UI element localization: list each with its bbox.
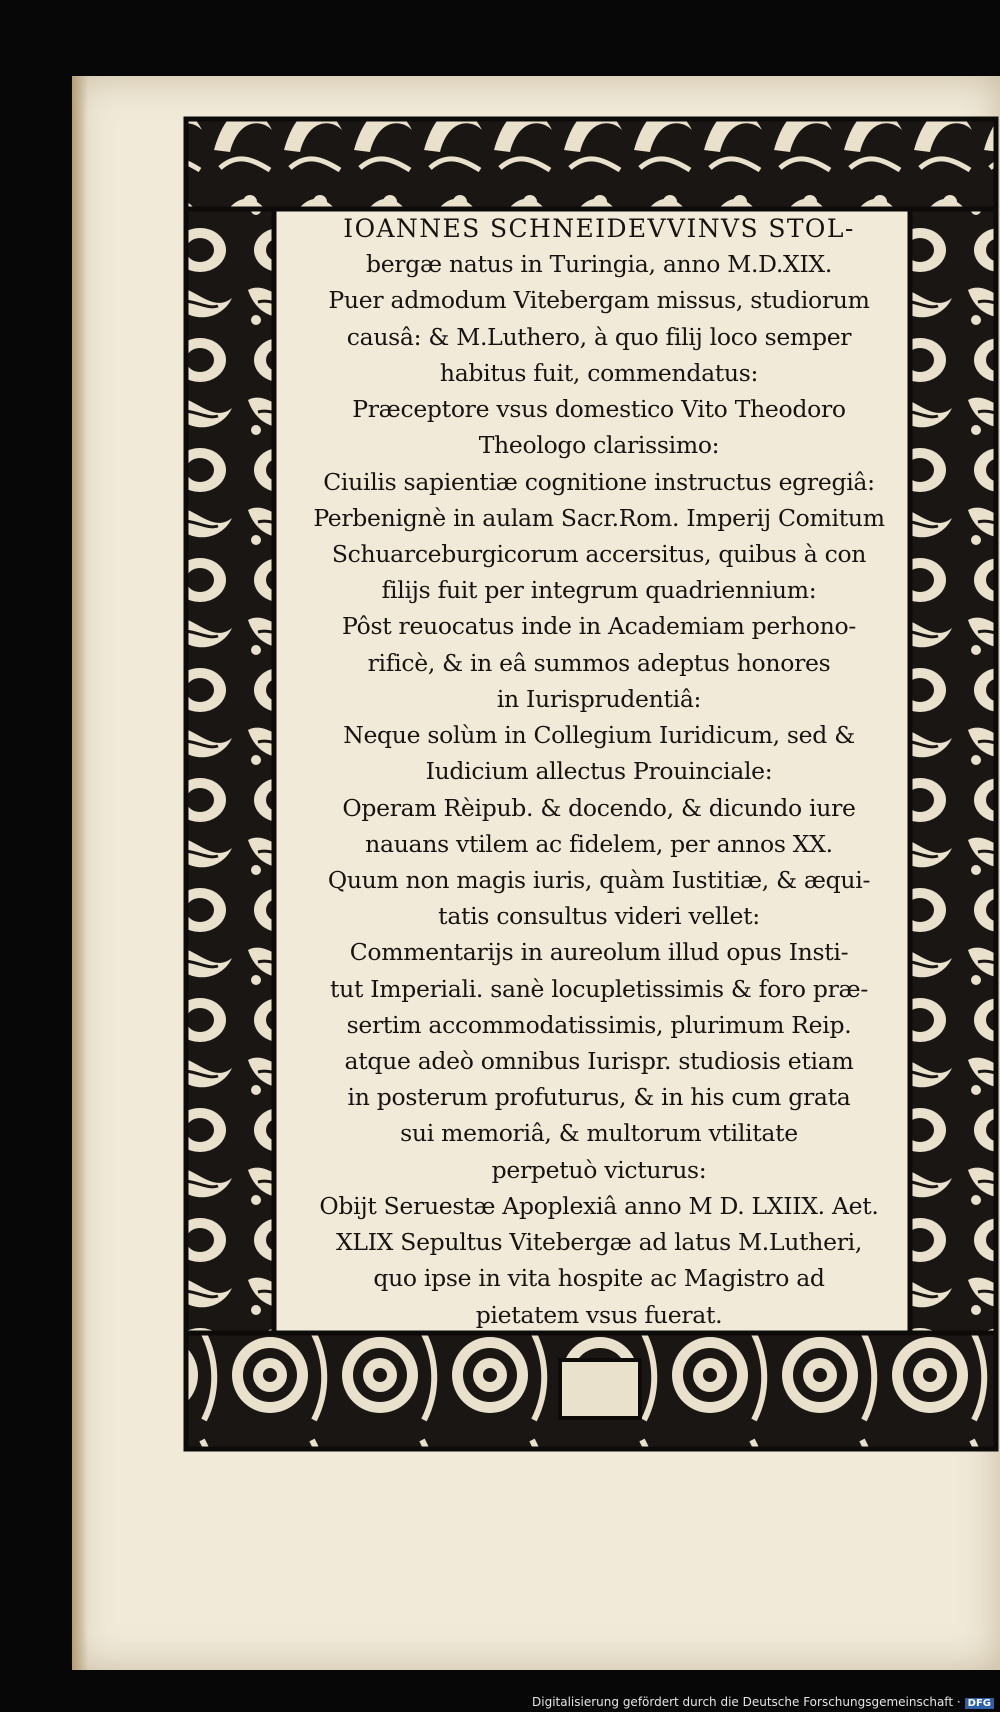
text-line: Operam Rèipub. & docendo, & dicundo iure xyxy=(342,793,856,822)
text-line: rificè, & in eâ summos adeptus honores xyxy=(367,648,831,677)
text-line: Ciuilis sapientiæ cognitione instructus egregiâ: xyxy=(323,467,875,496)
text-line: bergæ natus in Turingia, anno M.D.XIX. xyxy=(365,250,833,279)
text-line: in posterum profuturus, & in his cum grata xyxy=(347,1083,851,1112)
digitization-credit xyxy=(532,1695,994,1709)
text-line: atque adeò omnibus Iurispr. studiosis etiam xyxy=(344,1047,854,1076)
text-line: filijs fuit per integrum quadriennium: xyxy=(381,576,817,605)
text-line: in Iurisprudentiâ: xyxy=(496,684,702,713)
text-line: Præceptore vsus domestico Vito Theodoro xyxy=(352,395,846,424)
credit-text: Digitalisierung gefördert durch die Deutsche Forschungsgemeinschaft · xyxy=(532,1695,961,1709)
text-line: XLIX Sepultus Vitebergæ ad latus M.Lutheri, xyxy=(335,1228,863,1257)
text-line: sertim accommodatissimis, plurimum Reip. xyxy=(346,1010,852,1039)
text-line: pietatem vsus fuerat. xyxy=(475,1300,723,1329)
text-line: Neque solùm in Collegium Iuridicum, sed & xyxy=(343,721,855,750)
text-line: tut Imperiali. sanè locupletissimis & foro præ- xyxy=(330,974,868,1003)
text-line: perpetuò victurus: xyxy=(491,1155,707,1184)
text-line: Obijt Seruestæ Apoplexiâ anno M D. LXIIX. Aet. xyxy=(319,1191,879,1220)
dfg-logo: DFG xyxy=(965,1698,994,1709)
text-line: causâ: & M.Luthero, à quo filij loco semper xyxy=(346,322,852,351)
text-line: Quum non magis iuris, quàm Iustitiæ, & æqui- xyxy=(327,865,871,894)
epitaph-text xyxy=(286,212,912,1332)
text-line: habitus fuit, commendatus: xyxy=(439,358,759,387)
text-line: nauans vtilem ac fidelem, per annos XX. xyxy=(365,829,833,858)
text-line: sui memoriâ, & multorum vtilitate xyxy=(400,1119,798,1148)
text-line: Pôst reuocatus inde in Academiam perhono- xyxy=(342,612,856,641)
epitaph-heading: IOANNES SCHNEIDEVVINVS STOL- xyxy=(343,214,855,243)
text-line: Commentarijs in aureolum illud opus Insti- xyxy=(349,938,849,967)
text-line: Schuarceburgicorum accersitus, quibus à con xyxy=(331,539,867,568)
text-line: Perbenignè in aulam Sacr.Rom. Imperij Comitum xyxy=(313,503,885,532)
text-line: Theologo clarissimo: xyxy=(478,431,720,460)
text-line: Puer admodum Vitebergam missus, studiorum xyxy=(328,286,870,315)
text-line: Iudicium allectus Prouinciale: xyxy=(425,757,773,786)
text-line: tatis consultus videri vellet: xyxy=(438,902,760,931)
text-line: quo ipse in vita hospite ac Magistro ad xyxy=(373,1264,825,1293)
